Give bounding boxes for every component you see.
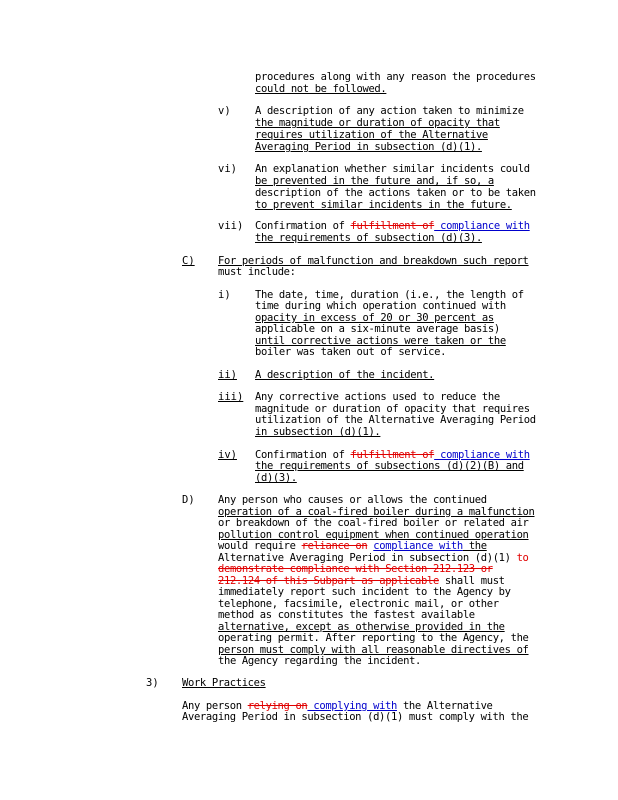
text-line: The date, time, duration (i.e., the length of <box>255 289 524 301</box>
text-line: magnitude or duration of opacity that requires <box>255 403 530 415</box>
text-span: would require <box>218 540 302 552</box>
text-line: requires utilization of the Alternative <box>255 129 488 141</box>
text-line: the magnitude or duration of opacity that <box>255 117 500 129</box>
text-line: time during which operation continued with <box>255 300 506 312</box>
text-line: Any corrective actions used to reduce the <box>255 391 500 403</box>
text-line: or breakdown of the coal-fired boiler or related air <box>218 517 529 529</box>
text-line <box>218 540 487 552</box>
text-line: Averaging Period in subsection (d)(1). <box>255 141 482 153</box>
deleted-text: 212.124 of this Subpart as applicable <box>218 575 439 587</box>
item-label-c-i: i) <box>218 289 231 301</box>
text-line: the Agency regarding the incident. <box>218 655 422 667</box>
item-label-d: D) <box>182 494 195 506</box>
text-line: be prevented in the future and, if so, a <box>255 175 494 187</box>
text-line: An explanation whether similar incidents could <box>255 163 530 175</box>
text-line: applicable on a six-minute average basis) <box>255 323 500 335</box>
text-line: boiler was taken out of service. <box>255 346 447 358</box>
deleted-text: relying on <box>247 700 308 712</box>
inserted-text: compliance with <box>373 540 463 552</box>
item-label-c-iv: iv) <box>218 449 237 461</box>
inserted-text: compliance with <box>434 449 530 461</box>
text-line: telephone, facsimile, electronic mail, or other <box>218 598 499 610</box>
deleted-text: fulfillment of <box>350 449 435 461</box>
text-line: For periods of malfunction and breakdown such report <box>218 255 529 267</box>
text-span: Confirmation of <box>255 449 351 461</box>
item-label-vi: vi) <box>218 163 237 175</box>
text-line: description of the actions taken or to be taken <box>255 187 536 199</box>
text-line: operating permit. After reporting to the Agency, the <box>218 632 529 644</box>
text-span: Confirmation of <box>255 220 351 232</box>
text-span: the <box>462 540 487 552</box>
text-line: in subsection (d)(1). <box>255 426 381 438</box>
text-line: person must comply with all reasonable directives of <box>218 644 529 656</box>
text-span: the Alternative <box>396 700 493 712</box>
text-line: operation of a coal-fired boiler during a malfunction <box>218 506 535 518</box>
text-line: (d)(3). <box>255 472 297 484</box>
text-line: until corrective actions were taken or the <box>255 335 506 347</box>
section-number: 3) <box>146 677 159 689</box>
inserted-text: complying with <box>307 700 397 712</box>
text-line: A description of any action taken to minimize <box>255 105 524 117</box>
item-label-c: C) <box>182 255 195 267</box>
text-line: pollution control equipment when continued operation <box>218 529 529 541</box>
item-label-c-ii: ii) <box>218 369 237 381</box>
text-line: immediately report such incident to the Agency by <box>218 586 511 598</box>
text-line: to prevent similar incidents in the future. <box>255 199 512 211</box>
text-line: Any person who causes or allows the continued <box>218 494 487 506</box>
text-line: the requirements of subsection (d)(3). <box>255 232 482 244</box>
text-span: Alternative Averaging Period in subsection (d)(1) <box>218 552 517 564</box>
text-span: could not be followed. <box>255 83 387 95</box>
deleted-text: to <box>516 552 529 564</box>
text-line: the requirements of subsections (d)(2)(B) and <box>255 460 524 472</box>
item-label-v: v) <box>218 105 231 117</box>
text-line: A description of the incident. <box>255 369 435 381</box>
text-line: must include: <box>218 266 296 278</box>
text-span: shall must <box>438 575 505 587</box>
text-line: Averaging Period in subsection (d)(1) must comply with the <box>182 711 529 723</box>
text-line: method as constitutes the fastest available <box>218 609 475 621</box>
text-span: Any person <box>182 700 248 712</box>
text-line: procedures along with any reason the procedures <box>255 71 536 83</box>
item-label-c-iii: iii) <box>218 391 244 403</box>
deleted-text: fulfillment of <box>350 220 435 232</box>
text-line <box>255 83 386 95</box>
inserted-text: compliance with <box>434 220 530 232</box>
deleted-text: reliance on <box>301 540 368 552</box>
section-title: Work Practices <box>182 677 266 689</box>
text-line: utilization of the Alternative Averaging Period <box>255 414 536 426</box>
text-line <box>255 220 530 232</box>
text-line: alternative, except as otherwise provided in the <box>218 621 505 633</box>
text-line: demonstrate compliance with Section 212.123 or <box>218 563 493 575</box>
text-line: opacity in excess of 20 or 30 percent as <box>255 312 494 324</box>
item-label-vii: vii) <box>218 220 244 232</box>
